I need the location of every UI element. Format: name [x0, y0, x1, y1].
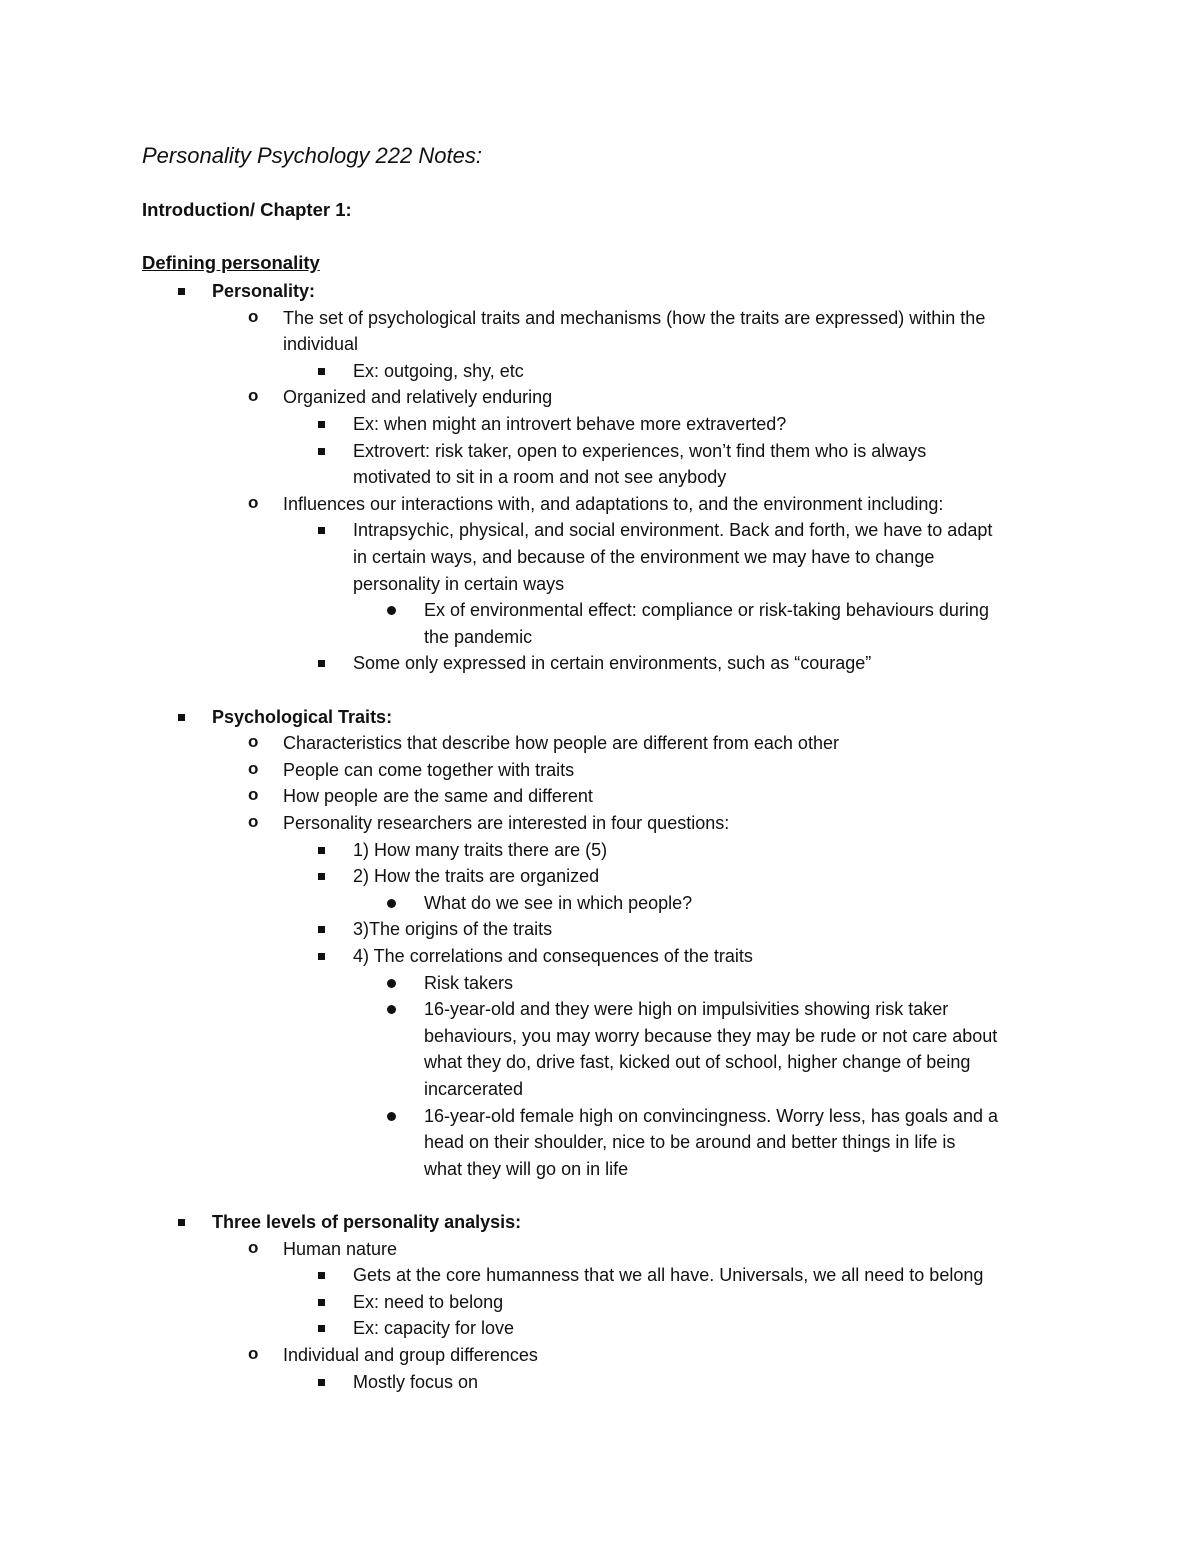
circle-bullet-icon: o — [248, 1237, 259, 1257]
outline-line: Risk takers — [424, 972, 514, 993]
outline-line: Organized and relatively enduring — [283, 387, 553, 408]
circle-bullet-icon: o — [248, 492, 259, 512]
outline-line: Extrovert: risk taker, open to experiences, won’t find them who is always — [353, 440, 927, 461]
outline-line: People can come together with traits — [283, 759, 575, 780]
dot-bullet-icon — [387, 1005, 396, 1014]
outline-line: Ex: when might an introvert behave more extraverted? — [353, 414, 787, 434]
outline-line: behaviours, you may worry because they may be rude or not care about — [424, 1025, 998, 1046]
square-bullet-icon — [318, 448, 325, 455]
outline-line: What do we see in which people? — [424, 892, 693, 913]
square-bullet-icon — [318, 421, 325, 428]
outline-line: Three levels of personality analysis: — [212, 1212, 522, 1232]
outline-line: Human nature — [283, 1238, 398, 1259]
circle-bullet-icon: o — [248, 386, 259, 406]
dot-bullet-icon — [387, 979, 396, 988]
square-bullet-icon — [318, 953, 325, 960]
square-bullet-icon — [318, 660, 325, 667]
outline-line: 1) How many traits there are (5) — [353, 839, 608, 860]
outline-line: Personality: — [212, 281, 316, 301]
dot-bullet-icon — [387, 899, 396, 908]
outline-line: in certain ways, and because of the environment we may have to change — [353, 547, 935, 567]
outline-line: How people are the same and different — [283, 786, 593, 807]
outline-line: Personality researchers are interested in four questions: — [283, 813, 730, 833]
outline-line: what they do, drive fast, kicked out of school, higher change of being — [424, 1052, 971, 1073]
circle-bullet-icon: o — [248, 785, 259, 805]
outline-line: personality in certain ways — [353, 573, 565, 594]
circle-bullet-icon: o — [248, 732, 259, 752]
outline-line: Ex of environmental effect: compliance or risk-taking behaviours during — [424, 600, 989, 621]
square-bullet-icon — [178, 288, 185, 295]
section-heading: Defining personality — [142, 252, 320, 273]
dot-bullet-icon — [387, 1112, 396, 1121]
square-bullet-icon — [318, 368, 325, 375]
outline-line: incarcerated — [424, 1079, 524, 1099]
outline-line: Ex: capacity for love — [353, 1318, 515, 1339]
outline-line: The set of psychological traits and mechanisms (how the traits are expressed) within the — [283, 307, 986, 328]
square-bullet-icon — [318, 847, 325, 854]
outline-line: Some only expressed in certain environments, such as “courage” — [353, 653, 872, 674]
outline-line: 16-year-old female high on convincingness. Worry less, has goals and a — [424, 1105, 998, 1126]
square-bullet-icon — [178, 714, 185, 721]
outline-line: Individual and group differences — [283, 1345, 538, 1365]
outline-line: Ex: need to belong — [353, 1291, 504, 1312]
outline-line: what they will go on in life — [424, 1158, 629, 1179]
chapter-heading: Introduction/ Chapter 1: — [142, 199, 352, 220]
outline-line: Influences our interactions with, and adaptations to, and the environment including: — [283, 493, 944, 514]
outline-line: Gets at the core humanness that we all have. Universals, we all need to belong — [353, 1265, 984, 1286]
outline-line: 16-year-old and they were high on impulsivities showing risk taker — [424, 999, 949, 1020]
square-bullet-icon — [318, 527, 325, 534]
document-title: Personality Psychology 222 Notes: — [142, 143, 482, 168]
square-bullet-icon — [318, 1272, 325, 1279]
circle-bullet-icon: o — [248, 306, 259, 326]
circle-bullet-icon: o — [248, 758, 259, 778]
outline-line: the pandemic — [424, 626, 533, 647]
square-bullet-icon — [178, 1219, 185, 1226]
outline-line: head on their shoulder, nice to be around and better things in life is — [424, 1132, 956, 1153]
square-bullet-icon — [318, 926, 325, 933]
square-bullet-icon — [318, 873, 325, 880]
outline-line: Psychological Traits: — [212, 706, 393, 727]
circle-bullet-icon: o — [248, 812, 259, 831]
outline-line: Ex: outgoing, shy, etc — [353, 360, 524, 381]
outline-line: Characteristics that describe how people are different from each other — [283, 733, 839, 754]
outline-line: 3)The origins of the traits — [353, 919, 553, 940]
outline-line: individual — [283, 334, 359, 355]
square-bullet-icon — [318, 1379, 325, 1386]
square-bullet-icon — [318, 1325, 325, 1332]
dot-bullet-icon — [387, 606, 396, 615]
outline-line: Mostly focus on — [353, 1371, 479, 1392]
circle-bullet-icon: o — [248, 1344, 259, 1363]
outline-line: motivated to sit in a room and not see anybody — [353, 467, 727, 488]
outline-line: Intrapsychic, physical, and social environment. Back and forth, we have to adapt — [353, 520, 993, 541]
outline-line: 4) The correlations and consequences of the traits — [353, 946, 753, 966]
square-bullet-icon — [318, 1299, 325, 1306]
outline-line: 2) How the traits are organized — [353, 866, 600, 887]
